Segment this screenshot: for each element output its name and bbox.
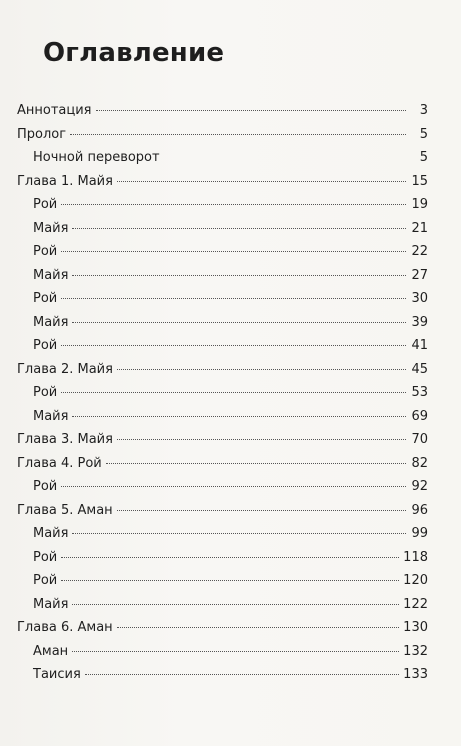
- toc-page-number: 92: [411, 479, 428, 494]
- toc-entry-label: Рой: [33, 291, 58, 306]
- dot-leader: [72, 275, 406, 276]
- toc-entry-label: Глава 2. Майя: [17, 361, 113, 377]
- toc-entry-label: Майя: [33, 526, 69, 541]
- toc-entry-label: Глава 1. Майя: [17, 173, 113, 189]
- toc-page-number: 5: [419, 150, 428, 165]
- toc-page-number: 99: [411, 526, 428, 541]
- toc-subentry: [17, 405, 428, 429]
- toc-page-number: 21: [411, 220, 428, 236]
- toc-subentry: [17, 287, 428, 311]
- toc-entry-label: Пролог: [17, 126, 67, 142]
- toc-subentry: [17, 146, 428, 170]
- toc-page-number: 30: [411, 291, 428, 306]
- toc-entry-label: Рой: [33, 573, 58, 588]
- toc-page-number: 27: [411, 267, 428, 283]
- dot-leader: [72, 651, 399, 652]
- toc-entry: [17, 123, 428, 147]
- toc-entry-label: Глава 5. Аман: [17, 502, 113, 518]
- toc-page-number: 122: [403, 596, 428, 612]
- toc-subentry: [17, 334, 428, 358]
- toc-subentry: [17, 193, 428, 217]
- toc-subentry: [17, 475, 428, 499]
- toc-page-number: 70: [411, 432, 428, 447]
- toc-page-number: 22: [411, 244, 428, 259]
- toc-page-number: 118: [403, 549, 428, 565]
- dot-leader: [61, 486, 406, 487]
- table-of-contents: [17, 99, 428, 687]
- toc-subentry: [17, 569, 428, 593]
- dot-leader: [72, 604, 399, 605]
- dot-leader: [117, 369, 406, 370]
- dot-leader: [61, 251, 406, 252]
- toc-page-number: 69: [411, 408, 428, 424]
- toc-page-number: 133: [403, 667, 428, 682]
- toc-entry: [17, 499, 428, 523]
- dot-leader: [72, 228, 406, 229]
- dot-leader: [117, 627, 400, 628]
- dot-leader: [72, 322, 406, 323]
- toc-entry-label: Майя: [33, 220, 69, 236]
- toc-entry: [17, 99, 428, 123]
- toc-page-number: 120: [403, 573, 428, 588]
- toc-entry-label: Майя: [33, 314, 69, 330]
- toc-subentry: [17, 663, 428, 687]
- dot-leader: [117, 439, 406, 440]
- toc-entry-label: Аман: [33, 643, 69, 659]
- toc-page-number: 41: [411, 338, 428, 353]
- toc-entry-label: Рой: [33, 385, 58, 400]
- dot-leader: [61, 204, 406, 205]
- toc-page-number: 19: [411, 197, 428, 212]
- dot-leader: [61, 298, 406, 299]
- toc-page-number: 130: [403, 620, 428, 635]
- dot-leader: [85, 674, 399, 675]
- dot-leader: [96, 110, 406, 111]
- toc-page-number: 45: [411, 361, 428, 377]
- toc-entry: [17, 452, 428, 476]
- toc-entry-label: Майя: [33, 408, 69, 424]
- toc-entry-label: Рой: [33, 197, 58, 212]
- toc-entry: [17, 170, 428, 194]
- toc-entry: [17, 358, 428, 382]
- dot-leader: [117, 510, 406, 511]
- dot-leader: [117, 181, 406, 182]
- dot-leader: [61, 557, 399, 558]
- toc-subentry: [17, 217, 428, 241]
- toc-subentry: [17, 311, 428, 335]
- toc-subentry: [17, 240, 428, 264]
- page-title: Оглавление: [43, 38, 225, 68]
- dot-leader: [61, 392, 406, 393]
- dot-leader: [70, 134, 406, 135]
- toc-page-number: 96: [411, 502, 428, 518]
- toc-subentry: [17, 264, 428, 288]
- toc-entry-label: Рой: [33, 479, 58, 494]
- toc-page-number: 53: [411, 385, 428, 400]
- toc-entry-label: Глава 6. Аман: [17, 620, 113, 635]
- toc-entry-label: Рой: [33, 549, 58, 565]
- toc-entry-label: Аннотация: [17, 103, 92, 118]
- dot-leader: [106, 463, 406, 464]
- toc-subentry: [17, 522, 428, 546]
- toc-subentry: [17, 593, 428, 617]
- dot-leader: [72, 416, 406, 417]
- toc-entry-label: Глава 4. Рой: [17, 455, 102, 471]
- toc-entry-label: Рой: [33, 244, 58, 259]
- toc-page-number: 5: [419, 126, 428, 142]
- toc-entry-label: Ночной переворот: [33, 150, 160, 165]
- toc-page-number: 39: [411, 314, 428, 330]
- toc-page-number: 132: [403, 643, 428, 659]
- toc-entry-label: Таисия: [33, 667, 81, 682]
- toc-entry: [17, 428, 428, 452]
- toc-entry-label: Глава 3. Майя: [17, 432, 113, 447]
- toc-page-number: 15: [411, 173, 428, 189]
- toc-entry-label: Майя: [33, 596, 69, 612]
- dot-leader: [72, 533, 406, 534]
- toc-entry-label: Рой: [33, 338, 58, 353]
- toc-entry: [17, 616, 428, 640]
- toc-entry-label: Майя: [33, 267, 69, 283]
- toc-subentry: [17, 640, 428, 664]
- toc-subentry: [17, 381, 428, 405]
- toc-subentry: [17, 546, 428, 570]
- dot-leader: [61, 345, 406, 346]
- toc-page-number: 82: [411, 455, 428, 471]
- toc-page-number: 3: [419, 103, 428, 118]
- dot-leader: [61, 580, 399, 581]
